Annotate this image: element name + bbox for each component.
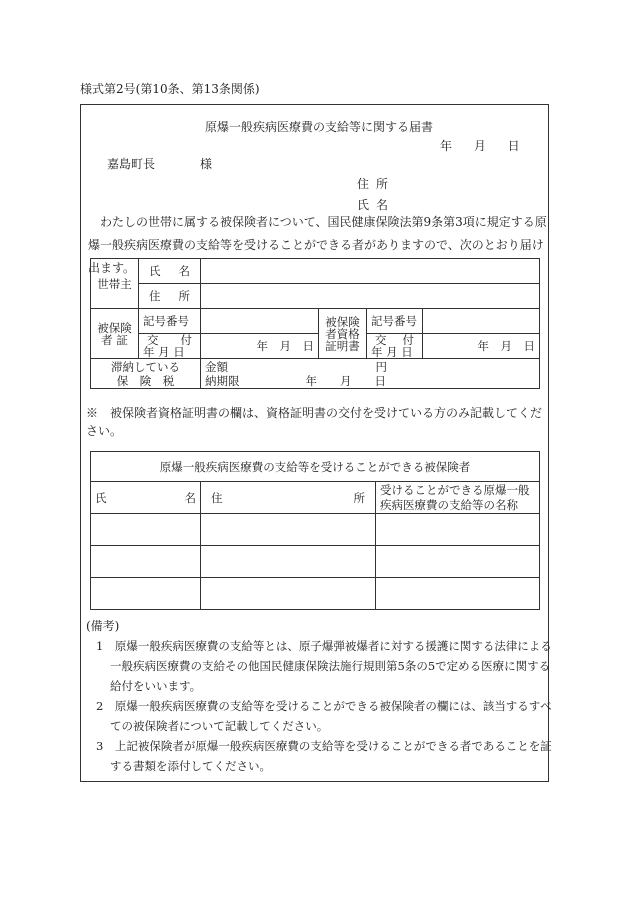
tax-line1: 滞納している <box>111 359 180 374</box>
insured-cert-label <box>91 309 139 359</box>
row2-name-field[interactable] <box>91 546 201 578</box>
row1-name-field[interactable] <box>91 514 201 546</box>
qual-issue-key-1: 交 <box>375 333 387 347</box>
remark-3: 3 上記被保険者が原爆一般疾病医療費の支給等を受けることができる者であることを証する書類を添付してください。 <box>96 739 552 773</box>
address-key-2: 所 <box>178 289 190 303</box>
row3-benefit-field[interactable] <box>376 578 540 610</box>
name-key <box>139 259 201 284</box>
code-number-label: 記号番号 <box>139 309 201 334</box>
householder-table <box>90 258 540 389</box>
col-name-header <box>91 482 201 514</box>
qual-issue-date-label <box>367 334 423 359</box>
qualification-cert-label <box>319 309 367 359</box>
deadline-label: 納期限 <box>205 373 240 388</box>
date-line: 年 月 日 <box>440 139 520 153</box>
col-address-1: 住 <box>211 490 223 505</box>
remark-1: 1 原爆一般疾病医療費の支給等とは、原子爆弾被爆者に対する援護に関する法律による一般疾病医療費の支給その他国民健康保険法施行規則第5条の5で定める医療に関する給付をいいます。 <box>96 639 552 693</box>
col-name-1: 氏 <box>95 490 107 505</box>
table-row <box>91 514 540 546</box>
form-title: 原爆一般疾病医療費の支給等に関する届書 <box>205 120 434 134</box>
issue-key-1: 交 <box>147 333 159 347</box>
col-benefit-header: 受けることができる原爆一般疾病医療費の支給等の名称 <box>376 482 540 514</box>
addressee: 嘉島町長 <box>107 157 156 171</box>
insured-table-header: 原爆一般疾病医療費の支給等を受けることができる被保険者 <box>91 452 540 482</box>
tax-line2: 保 険 税 <box>116 373 175 388</box>
form-id: 様式第2号(第10条、第13条関係) <box>80 82 260 96</box>
remarks-heading: (備考) <box>86 619 120 633</box>
insured-cert-issue-date[interactable]: 年 月 日 <box>201 334 319 359</box>
table-row <box>91 578 540 610</box>
qual-cert-line3: 証明書 <box>325 338 360 353</box>
row2-address-field[interactable] <box>201 546 376 578</box>
row3-address-field[interactable] <box>201 578 376 610</box>
remark-2: 2 原爆一般疾病医療費の支給等を受けることができる被保険者の欄には、該当するすべての被保険者について記載してください。 <box>96 699 552 733</box>
declaration-text: わたしの世帯に属する被保険者について、国民健康保険法第9条第3項に規定する原爆一般疾病医療費の支給等を受けることができる者がありますので、次のとおり届け出ます。 <box>88 215 547 275</box>
name-key-1: 氏 <box>149 264 161 278</box>
issue-date-label <box>139 334 201 359</box>
applicant-address-label: 住所 <box>357 177 396 191</box>
qualification-note: ※ 被保険者資格証明書の欄は、資格証明書の交付を受けている方のみ記載してください。 <box>86 406 543 438</box>
delinquent-tax-label <box>91 359 201 389</box>
insured-cert-line2: 者 証 <box>101 332 128 347</box>
householder-address-field[interactable] <box>201 284 540 309</box>
row3-name-field[interactable] <box>91 578 201 610</box>
row1-benefit-field[interactable] <box>376 514 540 546</box>
householder-label: 世帯主 <box>91 259 139 309</box>
amount-label: 金額 <box>205 359 228 374</box>
yen-label: 円 <box>375 359 387 374</box>
row1-address-field[interactable] <box>201 514 376 546</box>
householder-name-field[interactable] <box>201 259 540 284</box>
col-name-2: 名 <box>184 490 196 505</box>
insured-cert-code-field[interactable] <box>201 309 319 334</box>
qual-cert-line2: 者資格 <box>325 326 360 341</box>
issue-key-2: 付 <box>180 333 192 347</box>
applicant-name-label: 氏名 <box>357 198 396 212</box>
table-row <box>91 546 540 578</box>
insured-cert-line1: 被保険 <box>97 320 132 335</box>
qual-code-number-label: 記号番号 <box>367 309 423 334</box>
issue-ymd: 年 月 日 <box>143 345 185 359</box>
address-key-1: 住 <box>149 289 161 303</box>
qual-cert-line1: 被保険 <box>325 314 360 329</box>
row2-benefit-field[interactable] <box>376 546 540 578</box>
delinquent-tax-details[interactable] <box>201 359 540 389</box>
deadline-date: 年 月 日 <box>305 373 386 388</box>
qual-issue-ymd: 年 月 日 <box>371 345 413 359</box>
qual-issue-key-2: 付 <box>402 333 414 347</box>
qual-cert-issue-date[interactable]: 年 月 日 <box>423 334 540 359</box>
addressee-honorific: 様 <box>200 157 213 171</box>
col-address-2: 所 <box>353 490 365 505</box>
qual-cert-code-field[interactable] <box>423 309 540 334</box>
address-key <box>139 284 201 309</box>
col-address-header <box>201 482 376 514</box>
insured-persons-table <box>90 451 540 610</box>
name-key-2: 名 <box>178 264 190 278</box>
